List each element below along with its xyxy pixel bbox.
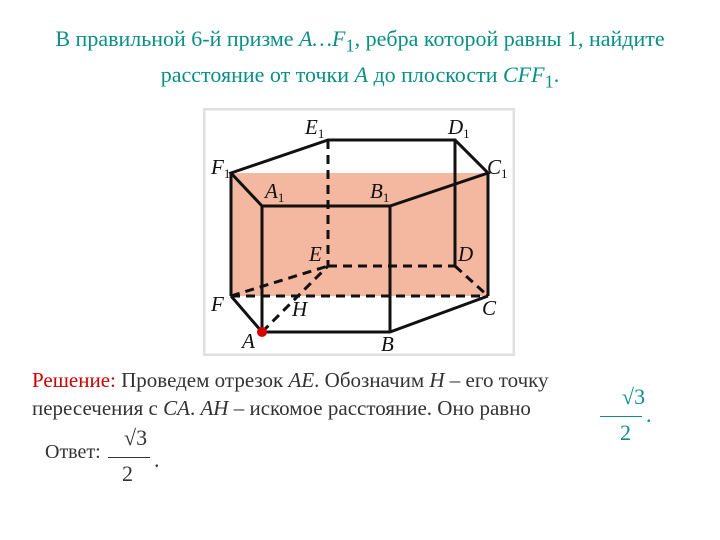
problem-line-1 — [20, 24, 700, 60]
prism-name: A…F — [299, 26, 346, 51]
segment-CA-name: CA — [163, 396, 190, 420]
solution-fragment: . — [189, 396, 201, 420]
label-A1: A1 — [265, 179, 285, 205]
problem-line-2 — [20, 60, 700, 96]
answer-fraction-bar — [108, 457, 150, 458]
fraction-period: . — [646, 402, 652, 427]
answer-numerator: √3 — [124, 425, 148, 450]
label-F: F — [211, 292, 224, 316]
answer-period: . — [154, 447, 160, 472]
fraction-denominator: 2 — [620, 420, 631, 445]
segment-AH-name: AH — [200, 396, 229, 420]
solution-line-2 — [32, 394, 632, 422]
solution-fragment: Проведем отрезок — [115, 368, 289, 392]
point-H-name: H — [429, 368, 445, 392]
answer-fraction — [108, 425, 168, 497]
label-A: A — [242, 329, 255, 353]
label-C: C — [482, 296, 497, 320]
answer-label: Ответ: — [45, 441, 101, 463]
problem-text: расстояние от точки — [160, 62, 355, 88]
label-D: D — [458, 242, 474, 266]
label-H: H — [292, 297, 308, 321]
solution-fragment: – искомое расстояние. Оно равно — [228, 396, 531, 420]
label-B: B — [381, 332, 394, 356]
prism-figure — [203, 108, 515, 356]
solution-label: Решение: — [32, 368, 116, 392]
solution-fragment: – его точку — [444, 368, 549, 392]
solution-fraction — [600, 384, 660, 456]
problem-text: , ребра которой равны 1, найдите — [354, 26, 665, 51]
plane-name: CFF — [503, 62, 545, 88]
solution-line-1 — [32, 366, 632, 394]
label-C1: C1 — [487, 155, 508, 181]
fraction-numerator: √3 — [622, 384, 646, 409]
label-F1: F1 — [211, 155, 231, 181]
segment-AE-name: AE — [288, 368, 315, 392]
point-A-marker — [257, 327, 267, 337]
fraction-bar — [600, 416, 642, 417]
point-name: A — [354, 62, 368, 88]
label-B1: B1 — [370, 179, 390, 205]
solution-fragment: . Обозначим — [314, 368, 430, 392]
prism-diagram — [203, 108, 515, 356]
subscript: 1 — [345, 35, 355, 56]
problem-text: В правильной 6-й призме — [55, 26, 300, 51]
problem-statement — [20, 24, 700, 97]
problem-text: . — [553, 62, 560, 88]
solution-text — [32, 366, 632, 422]
answer-denominator: 2 — [122, 461, 133, 486]
subscript: 1 — [544, 71, 554, 92]
label-E1: E1 — [305, 115, 325, 141]
label-E: E — [309, 242, 322, 266]
solution-fragment: пересечения с — [32, 396, 164, 420]
label-D1: D1 — [448, 115, 470, 141]
problem-text: до плоскости — [367, 62, 503, 88]
